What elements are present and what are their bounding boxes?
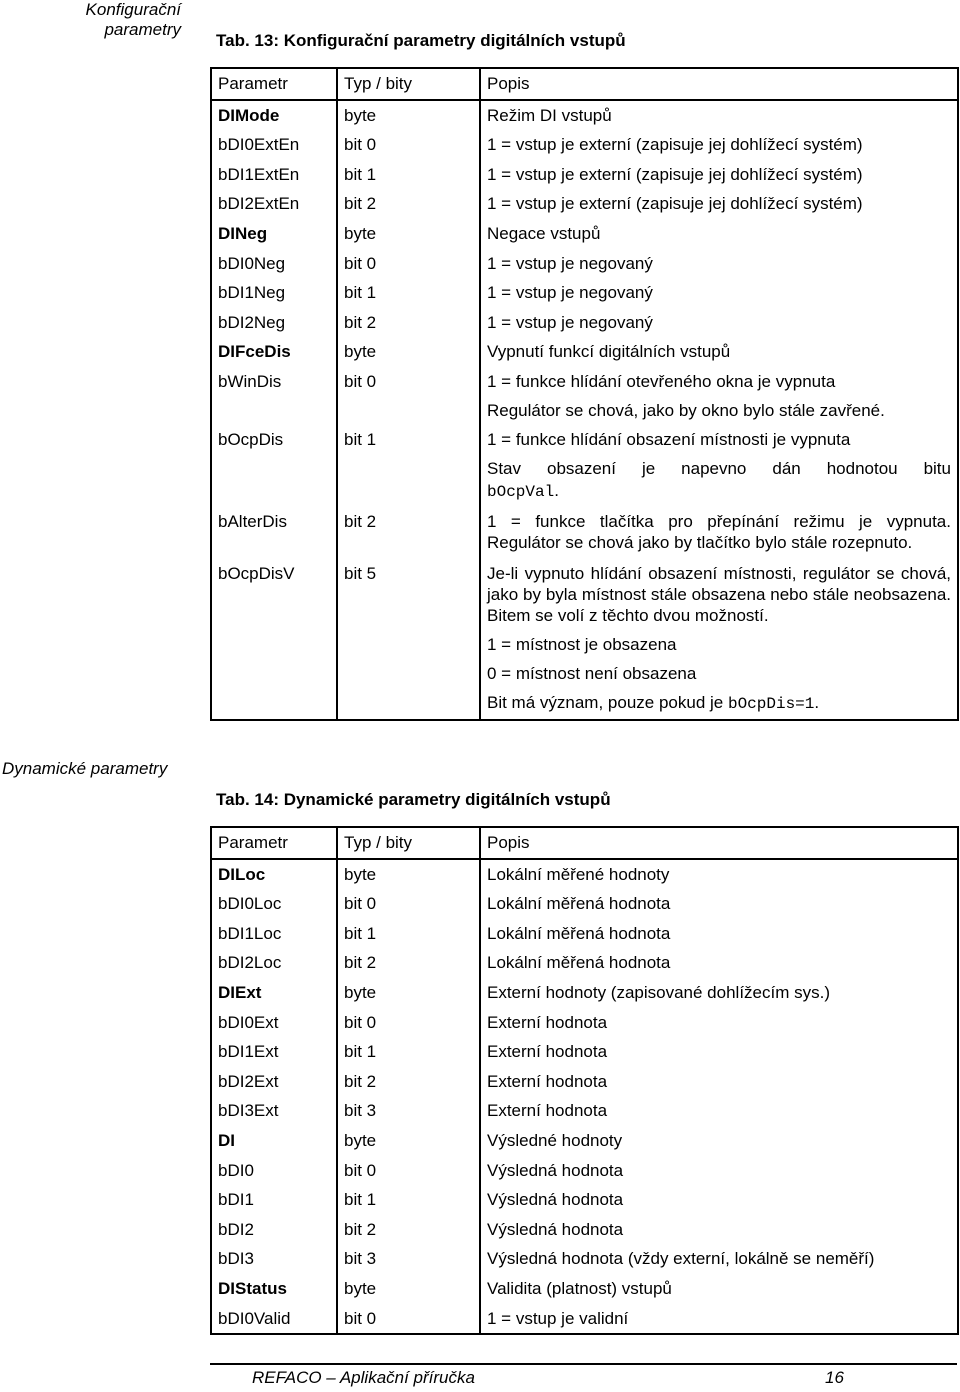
param-desc: 1 = funkce tlačítka pro přepínání režimu je vypnuta. Regulátor se chová jako by tlačítko bylo stále rozepnuto.: [480, 507, 958, 559]
dynamic-params-table: [210, 826, 959, 1335]
param-name: bAlterDis: [211, 507, 337, 559]
table-row: [211, 425, 958, 507]
config-params-table: [210, 67, 959, 721]
table-row: [211, 100, 958, 131]
table-row: [211, 337, 958, 367]
param-desc: Výsledná hodnota (vždy externí, lokálně se neměří): [480, 1244, 958, 1274]
table-row: [211, 189, 958, 219]
table-row: [211, 1185, 958, 1215]
param-name: DIMode: [211, 100, 337, 131]
param-desc: 1 = vstup je negovaný: [480, 278, 958, 308]
table-row: [211, 1126, 958, 1156]
param-type: bit 2: [337, 1215, 480, 1245]
param-desc: Negace vstupů: [480, 219, 958, 249]
desc-line: [487, 480, 951, 507]
page-number: 16: [825, 1368, 844, 1387]
table-row: [211, 219, 958, 249]
table-row: [211, 1304, 958, 1335]
header-param: Parametr: [211, 827, 337, 859]
table-row: [211, 308, 958, 338]
param-type: byte: [337, 100, 480, 131]
table-row: [211, 559, 958, 720]
param-name: bDI3Ext: [211, 1096, 337, 1126]
param-desc: Externí hodnota: [480, 1008, 958, 1038]
param-desc: Výsledné hodnoty: [480, 1126, 958, 1156]
param-type: byte: [337, 978, 480, 1008]
param-type: bit 1: [337, 1185, 480, 1215]
param-name: bDI0Ext: [211, 1008, 337, 1038]
param-type: bit 0: [337, 1304, 480, 1335]
param-desc: Vypnutí funkcí digitálních vstupů: [480, 337, 958, 367]
table-row: [211, 859, 958, 890]
param-desc: Výsledná hodnota: [480, 1156, 958, 1186]
param-type: byte: [337, 1126, 480, 1156]
table-row: [211, 367, 958, 425]
header-desc: Popis: [480, 827, 958, 859]
param-type: bit 0: [337, 1008, 480, 1038]
param-desc: Výsledná hodnota: [480, 1185, 958, 1215]
param-type: bit 5: [337, 559, 480, 720]
param-name: bDI2ExtEn: [211, 189, 337, 219]
param-name: bDI0Neg: [211, 249, 337, 279]
param-name: bDI0ExtEn: [211, 130, 337, 160]
desc-line: 1 = funkce hlídání otevřeného okna je vypnuta: [487, 371, 836, 391]
param-desc: Lokální měřená hodnota: [480, 919, 958, 949]
sidebar-label-dynamic: Dynamické parametry: [2, 759, 168, 778]
param-type: bit 1: [337, 425, 480, 507]
param-name: bDI0: [211, 1156, 337, 1186]
table-row: [211, 1067, 958, 1097]
param-desc: 1 = vstup je externí (zapisuje jej dohlížecí systém): [480, 160, 958, 190]
code-ref: bOcpDis=1: [727, 694, 815, 713]
param-name: bOcpDisV: [211, 559, 337, 720]
param-name: bDI0Valid: [211, 1304, 337, 1335]
table-header-row: [211, 827, 958, 859]
desc-line: 1 = funkce hlídání obsazení místnosti je vypnuta: [487, 429, 851, 449]
desc-line: 0 = místnost není obsazena: [487, 663, 697, 683]
param-name: bDI1Neg: [211, 278, 337, 308]
param-type: bit 1: [337, 919, 480, 949]
param-name: bDI1Ext: [211, 1037, 337, 1067]
param-type: bit 1: [337, 278, 480, 308]
table-row: [211, 160, 958, 190]
table1-caption: Tab. 13: Konfigurační parametry digitálních vstupů: [216, 31, 626, 50]
table-row: [211, 948, 958, 978]
table-row: [211, 978, 958, 1008]
table-row: [211, 1156, 958, 1186]
desc-line: [487, 688, 951, 719]
desc-line: [487, 454, 951, 480]
table-row: [211, 1274, 958, 1304]
param-type: bit 0: [337, 249, 480, 279]
param-type: byte: [337, 337, 480, 367]
param-name: bDI1: [211, 1185, 337, 1215]
table-row: [211, 889, 958, 919]
param-desc: 1 = vstup je validní: [480, 1304, 958, 1335]
table-row: [211, 507, 958, 559]
table-row: [211, 1037, 958, 1067]
param-name: bDI1ExtEn: [211, 160, 337, 190]
param-name: bWinDis: [211, 367, 337, 425]
param-type: bit 0: [337, 367, 480, 425]
param-name: bDI3: [211, 1244, 337, 1274]
param-desc: Externí hodnota: [480, 1037, 958, 1067]
param-name: DILoc: [211, 859, 337, 890]
param-type: bit 3: [337, 1096, 480, 1126]
config-params-table-body: [211, 68, 958, 720]
footer-divider: [210, 1363, 957, 1365]
param-name: bDI2Neg: [211, 308, 337, 338]
sidebar-label-config: Konfigurační parametry: [85, 0, 181, 39]
param-type: bit 2: [337, 948, 480, 978]
param-name: DIFceDis: [211, 337, 337, 367]
code-ref: bOcpVal: [487, 482, 555, 501]
table-row: [211, 919, 958, 949]
param-type: bit 1: [337, 1037, 480, 1067]
param-desc: 1 = vstup je negovaný: [480, 308, 958, 338]
param-type: byte: [337, 1274, 480, 1304]
param-desc: Externí hodnoty (zapisované dohlížecím sys.): [480, 978, 958, 1008]
param-desc: Výsledná hodnota: [480, 1215, 958, 1245]
param-name: bDI2: [211, 1215, 337, 1245]
param-name: bDI0Loc: [211, 889, 337, 919]
param-desc: Lokální měřená hodnota: [480, 948, 958, 978]
param-desc: 1 = vstup je negovaný: [480, 249, 958, 279]
param-desc: 1 = vstup je externí (zapisuje jej dohlížecí systém): [480, 189, 958, 219]
desc-text: Stav obsazení je napevno dán hodnotou bitu: [487, 458, 951, 478]
table-row: [211, 1244, 958, 1274]
param-desc: Režim DI vstupů: [480, 100, 958, 131]
table-row: [211, 1215, 958, 1245]
param-type: bit 1: [337, 160, 480, 190]
table-header-row: [211, 68, 958, 100]
desc-line: Regulátor se chová, jako by okno bylo stále zavřené.: [487, 400, 885, 420]
param-desc: Validita (platnost) vstupů: [480, 1274, 958, 1304]
param-type: bit 2: [337, 308, 480, 338]
param-name: DINeg: [211, 219, 337, 249]
param-type: bit 2: [337, 507, 480, 559]
desc-text: Bit má význam, pouze pokud je: [487, 692, 724, 712]
header-desc: Popis: [480, 68, 958, 100]
param-type: byte: [337, 859, 480, 890]
param-name: DIStatus: [211, 1274, 337, 1304]
desc-paragraph: Je-li vypnuto hlídání obsazení místnosti, regulátor se chová, jako by byla místnost stále obsazena nebo stále neobsazena. Bitem se volí z těchto dvou možností.: [487, 563, 951, 625]
param-name: DI: [211, 1126, 337, 1156]
param-desc: [480, 559, 958, 720]
param-type: bit 3: [337, 1244, 480, 1274]
table-row: [211, 130, 958, 160]
param-type: bit 0: [337, 889, 480, 919]
footer-title: REFACO – Aplikační příručka: [252, 1368, 475, 1387]
table-row: [211, 278, 958, 308]
param-name: bOcpDis: [211, 425, 337, 507]
param-type: bit 2: [337, 1067, 480, 1097]
param-desc: Externí hodnota: [480, 1096, 958, 1126]
param-type: bit 0: [337, 1156, 480, 1186]
param-type: bit 0: [337, 130, 480, 160]
table-row: [211, 249, 958, 279]
param-name: DIExt: [211, 978, 337, 1008]
desc-text: .: [814, 692, 820, 712]
param-desc: [480, 425, 958, 507]
param-desc: [480, 367, 958, 425]
param-desc: Externí hodnota: [480, 1067, 958, 1097]
param-type: bit 2: [337, 189, 480, 219]
table-row: [211, 1008, 958, 1038]
desc-line: 1 = místnost je obsazena: [487, 634, 677, 654]
param-name: bDI1Loc: [211, 919, 337, 949]
param-name: bDI2Loc: [211, 948, 337, 978]
desc-text: .: [554, 480, 559, 500]
dynamic-params-table-body: [211, 827, 958, 1334]
header-type: Typ / bity: [337, 68, 480, 100]
table-row: [211, 1096, 958, 1126]
param-type: byte: [337, 219, 480, 249]
param-desc: Lokální měřené hodnoty: [480, 859, 958, 890]
param-name: bDI2Ext: [211, 1067, 337, 1097]
param-desc: 1 = vstup je externí (zapisuje jej dohlížecí systém): [480, 130, 958, 160]
param-desc: Lokální měřená hodnota: [480, 889, 958, 919]
header-param: Parametr: [211, 68, 337, 100]
table2-caption: Tab. 14: Dynamické parametry digitálních vstupů: [216, 790, 611, 809]
header-type: Typ / bity: [337, 827, 480, 859]
